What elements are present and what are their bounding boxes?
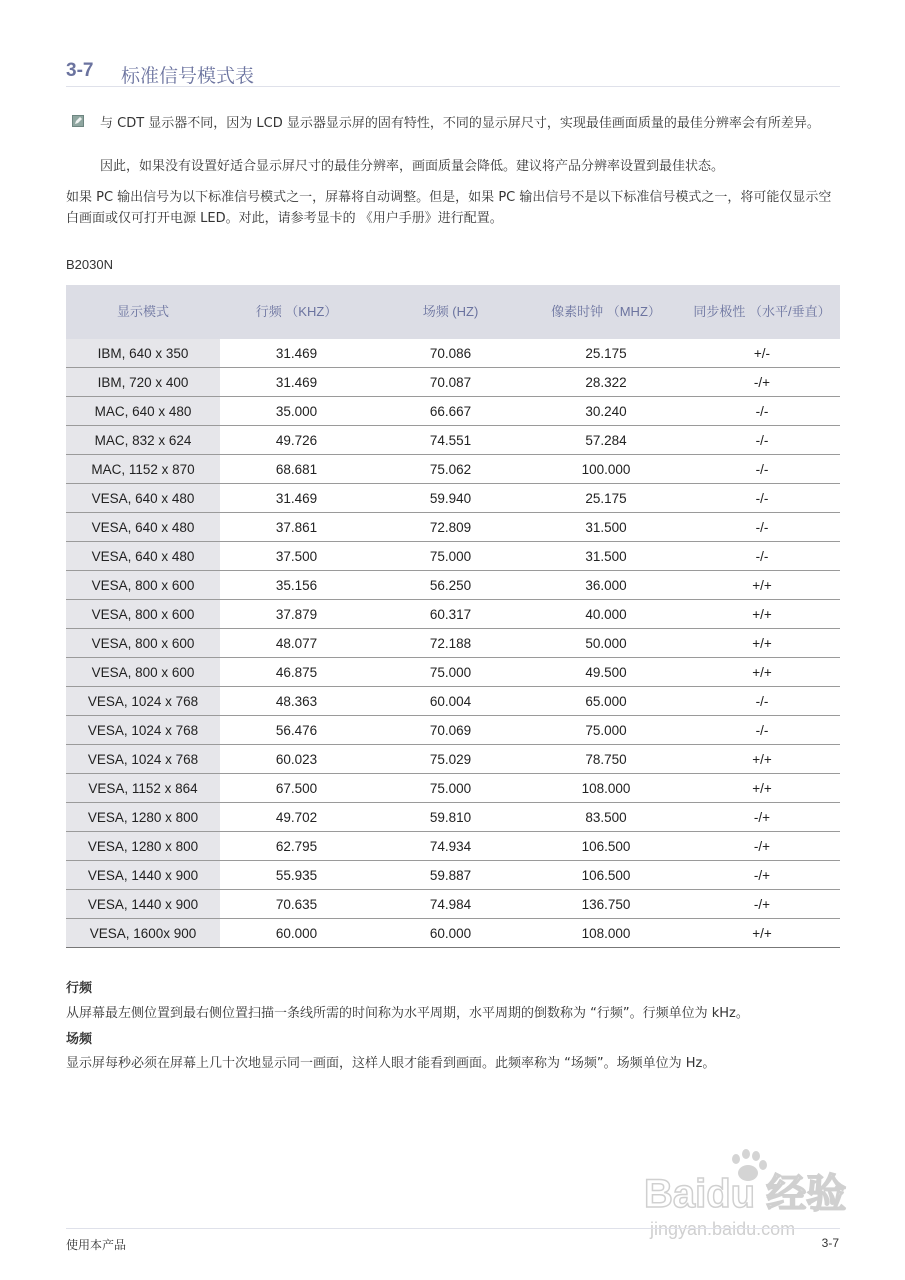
table-cell: 70.087 <box>373 368 528 397</box>
table-cell: 60.000 <box>373 919 528 948</box>
table-row <box>66 861 840 890</box>
table-cell: -/- <box>684 426 840 455</box>
table-cell: 49.500 <box>528 658 684 687</box>
table-cell: VESA, 800 x 600 <box>66 629 220 658</box>
table-cell: 78.750 <box>528 745 684 774</box>
watermark-url: jingyan.baidu.com <box>650 1219 796 1239</box>
watermark-brand: Baidu 经验 <box>644 1172 847 1216</box>
table-cell: VESA, 800 x 600 <box>66 600 220 629</box>
table-cell: 49.726 <box>220 426 373 455</box>
table-cell: -/+ <box>684 832 840 861</box>
table-cell: VESA, 1024 x 768 <box>66 687 220 716</box>
table-cell: VESA, 800 x 600 <box>66 658 220 687</box>
table-cell: 46.875 <box>220 658 373 687</box>
header-display-mode: 显示模式 <box>66 285 220 339</box>
note-icon <box>72 115 84 127</box>
table-cell: 60.317 <box>373 600 528 629</box>
table-row <box>66 803 840 832</box>
table-cell: VESA, 640 x 480 <box>66 513 220 542</box>
table-cell: 35.156 <box>220 571 373 600</box>
table-cell: 100.000 <box>528 455 684 484</box>
table-cell: 60.023 <box>220 745 373 774</box>
table-cell: 74.934 <box>373 832 528 861</box>
table-cell: IBM, 720 x 400 <box>66 368 220 397</box>
table-cell: VESA, 1440 x 900 <box>66 861 220 890</box>
table-cell: 60.004 <box>373 687 528 716</box>
table-cell: 106.500 <box>528 832 684 861</box>
table-cell: VESA, 1280 x 800 <box>66 803 220 832</box>
footer-left: 使用本产品 <box>66 1238 127 1252</box>
table-cell: 25.175 <box>528 484 684 513</box>
table-row <box>66 513 840 542</box>
section-title: 标准信号模式表 <box>121 65 255 87</box>
table-cell: 56.476 <box>220 716 373 745</box>
table-cell: 49.702 <box>220 803 373 832</box>
section-number: 3-7 <box>66 60 94 81</box>
table-row <box>66 542 840 571</box>
table-cell: 67.500 <box>220 774 373 803</box>
header-h-freq: 行频 （KHZ） <box>220 285 373 339</box>
table-cell: -/- <box>684 484 840 513</box>
table-cell: 75.000 <box>373 774 528 803</box>
definition-v-freq: 显示屏每秒必须在屏幕上几十次地显示同一画面，这样人眼才能看到画面。此频率称为 “场频”。场频单位为 Hz。 <box>66 1056 716 1071</box>
table-cell: 68.681 <box>220 455 373 484</box>
table-cell: 56.250 <box>373 571 528 600</box>
table-cell: -/+ <box>684 368 840 397</box>
table-cell: 36.000 <box>528 571 684 600</box>
table-cell: -/+ <box>684 890 840 919</box>
table-cell: -/- <box>684 455 840 484</box>
table-cell: 60.000 <box>220 919 373 948</box>
table-cell: 48.077 <box>220 629 373 658</box>
table-cell: 106.500 <box>528 861 684 890</box>
table-cell: 74.551 <box>373 426 528 455</box>
table-row <box>66 832 840 861</box>
table-cell: 28.322 <box>528 368 684 397</box>
table-cell: +/+ <box>684 629 840 658</box>
term-v-freq: 场频 <box>66 1032 93 1047</box>
table-cell: 108.000 <box>528 774 684 803</box>
table-row <box>66 339 840 368</box>
table-cell: 75.000 <box>528 716 684 745</box>
table-row <box>66 571 840 600</box>
table-cell: 35.000 <box>220 397 373 426</box>
table-row <box>66 687 840 716</box>
table-header-row <box>66 285 840 339</box>
footer-divider <box>66 1228 840 1229</box>
table-row <box>66 426 840 455</box>
table-cell: 31.500 <box>528 542 684 571</box>
table-cell: 75.062 <box>373 455 528 484</box>
table-row <box>66 368 840 397</box>
page-number: 3-7 <box>821 1236 839 1250</box>
table-cell: 31.469 <box>220 339 373 368</box>
table-cell: VESA, 800 x 600 <box>66 571 220 600</box>
table-cell: 37.879 <box>220 600 373 629</box>
table-cell: 48.363 <box>220 687 373 716</box>
table-cell: 25.175 <box>528 339 684 368</box>
table-cell: 108.000 <box>528 919 684 948</box>
table-row <box>66 890 840 919</box>
table-cell: +/+ <box>684 745 840 774</box>
table-cell: +/+ <box>684 658 840 687</box>
table-cell: 31.469 <box>220 368 373 397</box>
table-cell: +/+ <box>684 774 840 803</box>
section-header <box>66 60 840 87</box>
table-cell: 31.469 <box>220 484 373 513</box>
table-cell: -/- <box>684 687 840 716</box>
table-cell: -/- <box>684 716 840 745</box>
table-cell: -/- <box>684 513 840 542</box>
table-cell: 30.240 <box>528 397 684 426</box>
table-cell: 57.284 <box>528 426 684 455</box>
table-cell: VESA, 640 x 480 <box>66 542 220 571</box>
table-cell: IBM, 640 x 350 <box>66 339 220 368</box>
table-cell: -/- <box>684 542 840 571</box>
table-cell: 50.000 <box>528 629 684 658</box>
table-cell: VESA, 640 x 480 <box>66 484 220 513</box>
table-cell: 72.809 <box>373 513 528 542</box>
table-cell: 59.810 <box>373 803 528 832</box>
header-pixel-clock: 像素时钟 （MHZ） <box>528 285 684 339</box>
table-cell: 59.887 <box>373 861 528 890</box>
table-cell: +/- <box>684 339 840 368</box>
definition-h-freq: 从屏幕最左侧位置到最右侧位置扫描一条线所需的时间称为水平周期，水平周期的倒数称为 “行频”。行频单位为 kHz。 <box>66 1006 749 1021</box>
table-cell: 62.795 <box>220 832 373 861</box>
table-cell: 70.086 <box>373 339 528 368</box>
table-cell: -/- <box>684 397 840 426</box>
table-cell: VESA, 1440 x 900 <box>66 890 220 919</box>
table-cell: 31.500 <box>528 513 684 542</box>
table-cell: 55.935 <box>220 861 373 890</box>
table-row <box>66 600 840 629</box>
table-cell: +/+ <box>684 571 840 600</box>
table-row <box>66 745 840 774</box>
table-cell: +/+ <box>684 919 840 948</box>
table-cell: 72.188 <box>373 629 528 658</box>
table-row <box>66 397 840 426</box>
table-cell: 75.000 <box>373 658 528 687</box>
table-cell: 74.984 <box>373 890 528 919</box>
table-row <box>66 919 840 948</box>
table-row <box>66 484 840 513</box>
table-cell: 65.000 <box>528 687 684 716</box>
table-cell: MAC, 640 x 480 <box>66 397 220 426</box>
table-cell: MAC, 832 x 624 <box>66 426 220 455</box>
baidu-watermark <box>640 1145 850 1240</box>
note-line-2: 因此，如果没有设置好适合显示屏尺寸的最佳分辨率，画面质量会降低。建议将产品分辨率设置到最佳状态。 <box>100 159 725 174</box>
table-cell: 83.500 <box>528 803 684 832</box>
table-cell: MAC, 1152 x 870 <box>66 455 220 484</box>
table-row <box>66 774 840 803</box>
table-cell: -/+ <box>684 861 840 890</box>
table-cell: VESA, 1024 x 768 <box>66 745 220 774</box>
model-label: B2030N <box>66 257 113 272</box>
header-v-freq: 场频 (HZ) <box>373 285 528 339</box>
table-cell: 70.635 <box>220 890 373 919</box>
signal-mode-table <box>66 285 840 948</box>
table-cell: +/+ <box>684 600 840 629</box>
term-h-freq: 行频 <box>66 981 93 996</box>
table-row <box>66 658 840 687</box>
table-cell: 59.940 <box>373 484 528 513</box>
table-cell: VESA, 1152 x 864 <box>66 774 220 803</box>
table-row <box>66 716 840 745</box>
table-cell: 37.500 <box>220 542 373 571</box>
table-cell: 75.000 <box>373 542 528 571</box>
note-line-1: 与 CDT 显示器不同，因为 LCD 显示器显示屏的固有特性，不同的显示屏尺寸，实现最佳画面质量的最佳分辨率会有所差异。 <box>100 116 820 131</box>
table-cell: 66.667 <box>373 397 528 426</box>
table-cell: 70.069 <box>373 716 528 745</box>
header-sync-polarity: 同步极性 （水平/垂直） <box>684 285 840 339</box>
table-cell: VESA, 1600x 900 <box>66 919 220 948</box>
table-cell: 40.000 <box>528 600 684 629</box>
table-row <box>66 455 840 484</box>
table-row <box>66 629 840 658</box>
intro-paragraph: 如果 PC 输出信号为以下标准信号模式之一，屏幕将自动调整。但是，如果 PC 输出信号不是以下标准信号模式之一，将可能仅显示空白画面或仅可打开电源 LED。对此，请参考显卡的 《用户手册》进行配置。 <box>66 190 832 226</box>
table-cell: -/+ <box>684 803 840 832</box>
table-cell: VESA, 1024 x 768 <box>66 716 220 745</box>
table-cell: 37.861 <box>220 513 373 542</box>
table-cell: 136.750 <box>528 890 684 919</box>
table-cell: VESA, 1280 x 800 <box>66 832 220 861</box>
table-cell: 75.029 <box>373 745 528 774</box>
